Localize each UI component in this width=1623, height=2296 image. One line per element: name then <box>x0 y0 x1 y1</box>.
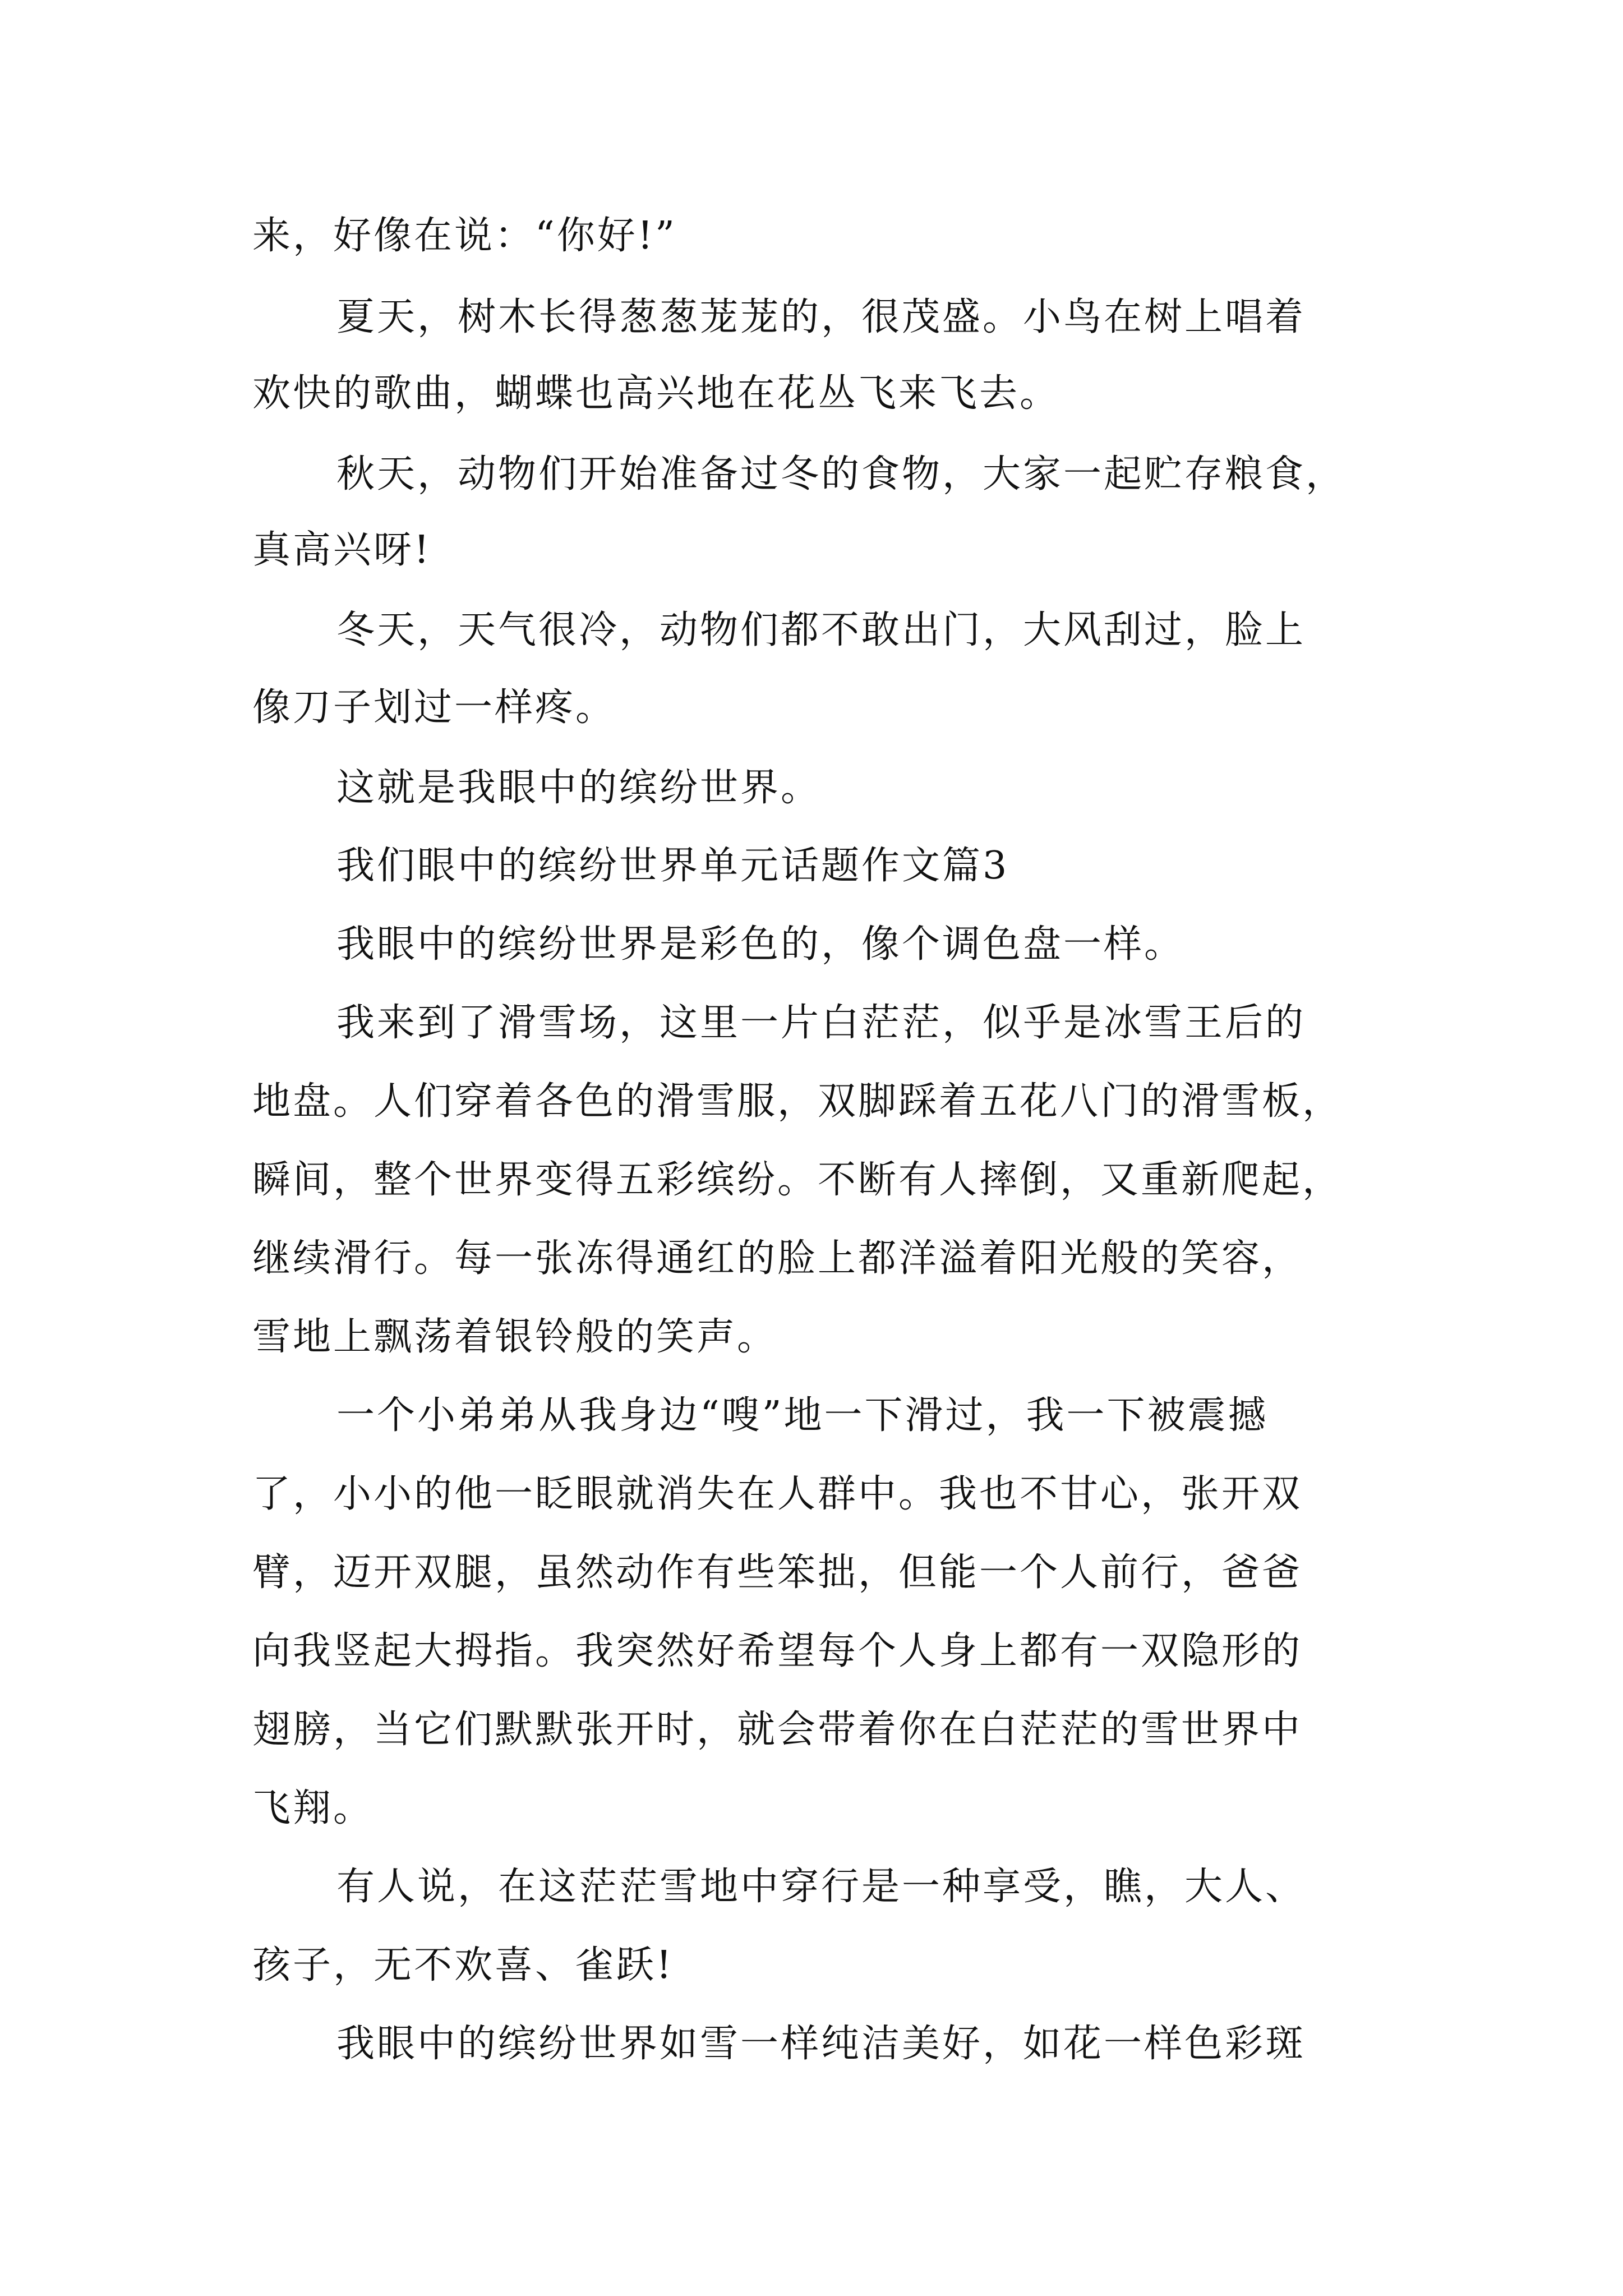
text-line: 地盘。人们穿着各色的滑雪服，双脚踩着五花八门的滑雪板， <box>252 1079 1343 1124</box>
text-line: 秋天，动物们开始准备过冬的食物，大家一起贮存粮食， <box>336 452 1347 496</box>
section-heading: 我们眼中的缤纷世界单元话题作文篇3 <box>336 844 1009 888</box>
text-line: 雪地上飘荡着银铃般的笑声。 <box>252 1315 778 1359</box>
text-line: 飞翔。 <box>252 1786 374 1830</box>
text-line: 我眼中的缤纷世界是彩色的，像个调色盘一样。 <box>336 922 1185 967</box>
text-line: 继续滑行。每一张冻得通红的脸上都洋溢着阳光般的笑容， <box>252 1236 1303 1281</box>
text-line: 了，小小的他一眨眼就消失在人群中。我也不甘心，张开双 <box>252 1472 1303 1516</box>
text-line: 一个小弟弟从我身边“嗖”地一下滑过，我一下被震撼 <box>336 1393 1269 1438</box>
text-line: 真高兴呀! <box>252 528 432 572</box>
text-line: 臂，迈开双腿，虽然动作有些笨拙，但能一个人前行，爸爸 <box>252 1550 1303 1595</box>
text-line: 瞬间，整个世界变得五彩缤纷。不断有人摔倒，又重新爬起， <box>252 1158 1343 1202</box>
text-line: 有人说，在这茫茫雪地中穿行是一种享受，瞧，大人、 <box>336 1865 1306 1909</box>
text-line: 我来到了滑雪场，这里一片白茫茫，似乎是冰雪王后的 <box>336 1001 1306 1045</box>
text-line: 来，好像在说：“你好!” <box>252 214 677 258</box>
text-line: 冬天，天气很冷，动物们都不敢出门，大风刮过，脸上 <box>336 608 1306 652</box>
text-line: 这就是我眼中的缤纷世界。 <box>336 766 822 810</box>
text-line: 我眼中的缤纷世界如雪一样纯洁美好，如花一样色彩斑 <box>336 2022 1306 2066</box>
text-line: 孩子，无不欢喜、雀跃! <box>252 1943 674 1987</box>
text-line: 向我竖起大拇指。我突然好希望每个人身上都有一双隐形的 <box>252 1629 1303 1673</box>
text-line: 像刀子划过一样疼。 <box>252 685 616 730</box>
text-line: 欢快的歌曲，蝴蝶也高兴地在花丛飞来飞去。 <box>252 371 1061 416</box>
text-line: 翅膀，当它们默默张开时，就会带着你在白茫茫的雪世界中 <box>252 1708 1303 1752</box>
text-line: 夏天，树木长得葱葱茏茏的，很茂盛。小鸟在树上唱着 <box>336 295 1306 339</box>
